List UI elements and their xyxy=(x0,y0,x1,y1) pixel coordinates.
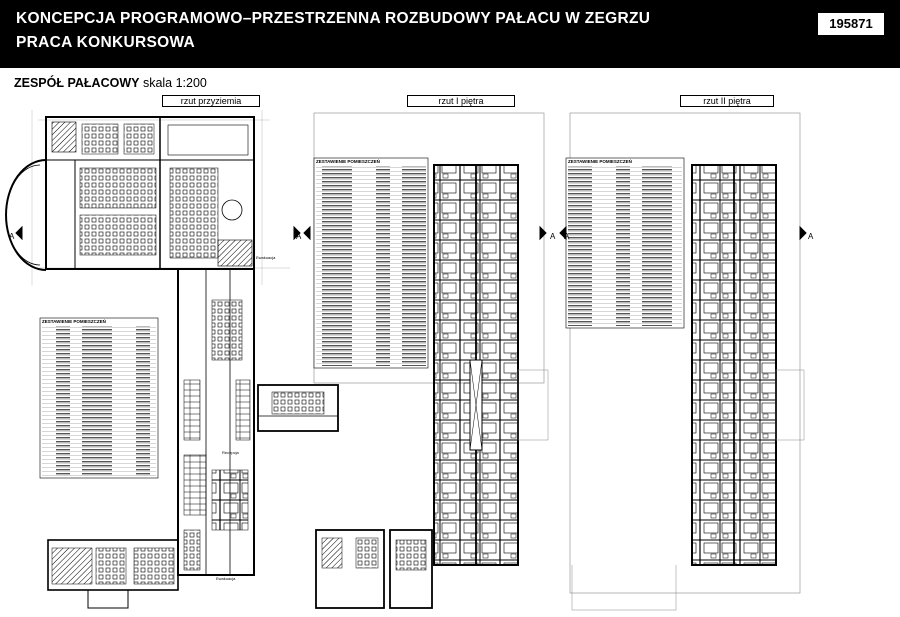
plan-label-ground: rzut przyziemia xyxy=(162,95,260,107)
gatehouse-plan xyxy=(316,530,432,608)
section-mark-first-right: A xyxy=(550,232,556,241)
title-line-1: KONCEPCJA PROGRAMOWO–PRZESTRZENNA ROZBUDOWY PAŁACU W ZEGRZU xyxy=(16,10,651,27)
section-name: ZESPÓŁ PAŁACOWY xyxy=(14,76,140,90)
entry-number-box: 195871 xyxy=(818,13,884,35)
section-scale: skala 1:200 xyxy=(142,76,207,90)
label-recepcja: Recepcja xyxy=(222,450,239,455)
section-mark-ground-right: A xyxy=(296,232,302,241)
second-floor-plan xyxy=(560,113,806,610)
plan-label-first: rzut I piętra xyxy=(407,95,515,107)
label-ewakuacja-top: Ewakuacja xyxy=(256,255,276,260)
first-table-heading: ZESTAWIENIE POMIESZCZEŃ xyxy=(316,159,380,164)
plan-label-second: rzut II piętra xyxy=(680,95,774,107)
section-mark-second-right: A xyxy=(808,232,814,241)
label-ewakuacja-bottom: Ewakuacja xyxy=(216,576,236,581)
section-mark-ground-left: A xyxy=(9,232,15,241)
section-mark-second-left: A xyxy=(564,232,570,241)
ground-table-heading: ZESTAWIENIE POMIESZCZEŃ xyxy=(42,319,106,324)
title-line-2: PRACA KONKURSOWA xyxy=(16,34,196,51)
ground-floor-plan xyxy=(6,110,338,608)
first-floor-plan xyxy=(304,113,548,565)
second-table-heading: ZESTAWIENIE POMIESZCZEŃ xyxy=(568,159,632,164)
